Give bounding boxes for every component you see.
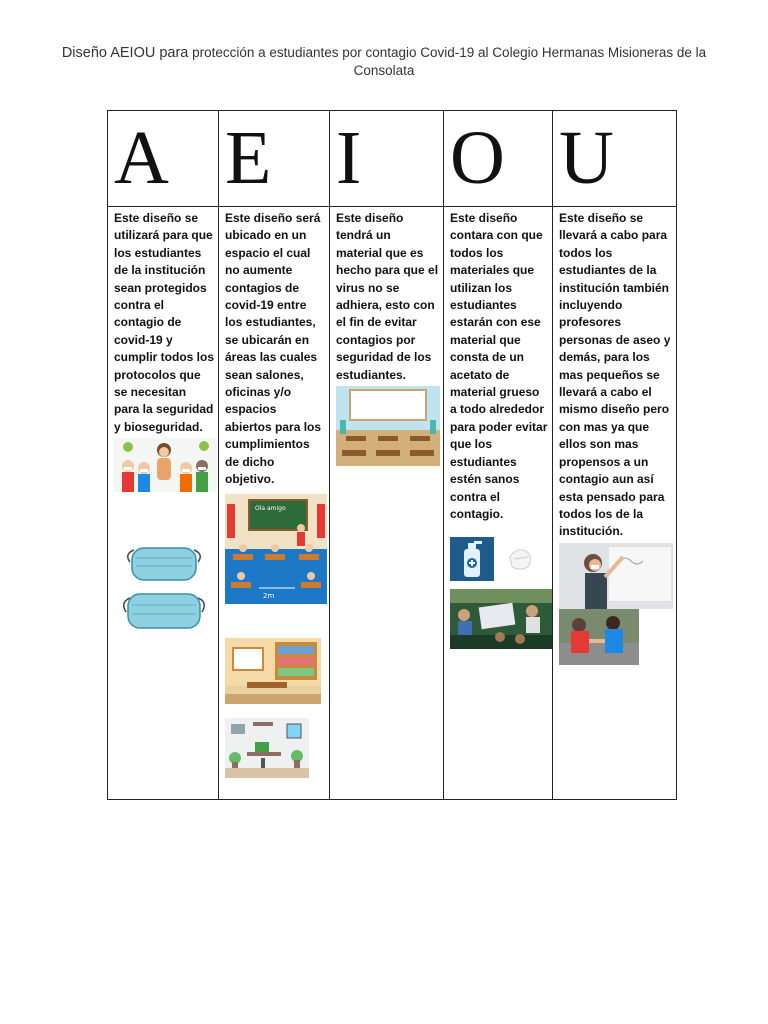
description-i: Este diseño tendrá un material que es hecho para que el virus no se adhiera, esto con el fin de evitar contagios por seguridad de los estudiantes. — [336, 211, 439, 382]
description-o: Este diseño contara con que todos los materiales que utilizan los estudiantes estarán con ese material que consta de un acetato de material grueso a todo alrededor para poder evitar que los estudiantes estén sanos contra el contagio. — [450, 211, 548, 521]
empty-classroom-image — [330, 386, 443, 466]
content-cell-o — [444, 207, 553, 800]
description-u: Este diseño se llevará a cabo para todos los estudiantes de la institución también incluyendo profesores personas de aseo y demás, para los mas pequeños se llevará a cabo el mismo diseño pero con mas ya que ellos son mas propensos a un contagio aun así esta pensado para todos los de la institución. — [559, 211, 671, 539]
content-cell-a — [108, 207, 219, 800]
letter-e: E — [225, 116, 272, 200]
page-title — [60, 44, 708, 79]
letter-cell-i — [330, 111, 444, 207]
letter-row — [108, 111, 677, 207]
description-a: Este diseño se utilizará para que los estudiantes de la institución sean protegidos contra el contagio de covid-19 y cumplir todos los protocolos que se necesitan para la seguridad y bioseguridad. — [114, 211, 215, 434]
teacher-whiteboard-photo — [553, 543, 676, 609]
letter-u: U — [559, 116, 614, 200]
letter-a: A — [114, 116, 169, 200]
students-classroom-photo — [444, 589, 552, 649]
letter-cell-o — [444, 111, 553, 207]
handwashing-photo — [553, 609, 676, 665]
letter-o: O — [450, 116, 505, 200]
content-cell-u — [553, 207, 677, 800]
title-lead: Diseño AEIOU para — [61, 45, 189, 61]
aeiou-table — [107, 110, 677, 800]
letter-cell-e — [219, 111, 330, 207]
office-room-image — [219, 718, 329, 778]
description-e: Este diseño será ubicado en un espacio el cual no aumente contagios de covid-19 entre los estudiantes, se ubicarán en áreas las cuales sean salones, oficinas y/o espacios abiertos para los cumplimientos de dicho objetivo. — [225, 211, 322, 487]
distanced-classroom-image — [219, 494, 329, 604]
content-cell-i — [330, 207, 444, 800]
letter-cell-a — [108, 111, 219, 207]
content-cell-e — [219, 207, 330, 800]
board-text: Ola amigo — [255, 504, 286, 512]
title-rest: protección a estudiantes por contagio Covid-19 al Colegio Hermanas Misioneras de la Consolata — [188, 45, 707, 78]
letter-i: I — [336, 116, 362, 200]
face-masks-image — [108, 544, 218, 636]
sanitizer-mask-image — [444, 535, 552, 583]
teacher-students-image — [108, 438, 218, 492]
distance-text: 2m — [263, 591, 275, 600]
letter-cell-u — [553, 111, 677, 207]
library-room-image — [219, 638, 329, 704]
content-row — [108, 207, 677, 800]
